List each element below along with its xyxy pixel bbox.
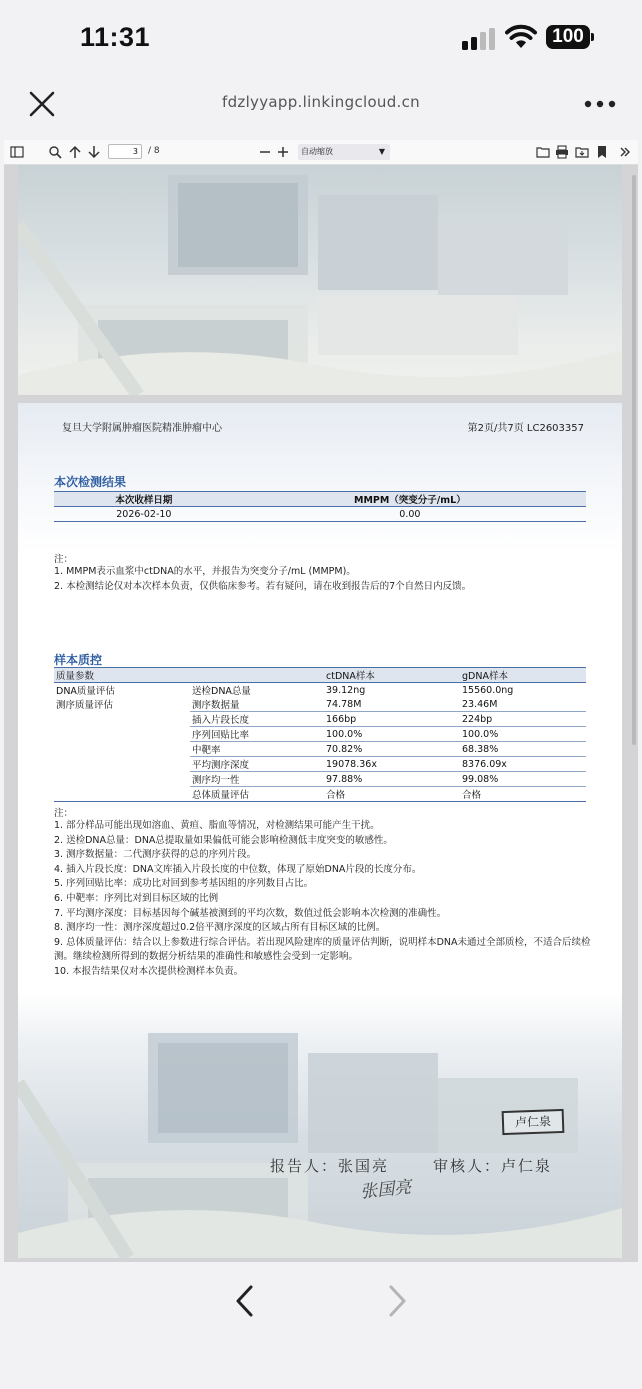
- table-cell: [54, 712, 190, 727]
- table-cell: 74.78M: [324, 697, 460, 712]
- hospital-illustration-top: [18, 165, 622, 395]
- qc-section-title: 样本质控: [54, 653, 103, 667]
- note-item: 3. 测序数据量：二代测序获得的总的序列片段。: [54, 849, 257, 861]
- forward-arrow-icon[interactable]: [384, 1284, 410, 1318]
- table-cell: 100.0%: [460, 727, 586, 742]
- note-item: 7. 平均测序深度：目标基因每个碱基被测到的平均次数，数值过低会影响本次检测的准确性。: [54, 907, 447, 919]
- result-section-title: 本次检测结果: [54, 475, 127, 489]
- column-header: MMPM（突变分子/mL）: [234, 492, 586, 507]
- next-page-icon[interactable]: [87, 145, 101, 159]
- browser-url-bar: [0, 70, 642, 136]
- note-item: 6. 中靶率：序列比对到目标区域的比例: [54, 892, 219, 904]
- notes-heading: 注：: [54, 554, 74, 565]
- previous-page-icon[interactable]: [68, 145, 82, 159]
- table-cell: 测序质量评估: [56, 700, 114, 712]
- qc-table-header: [54, 668, 586, 683]
- reviewer-signature-stamp: 卢仁泉: [502, 1109, 565, 1135]
- column-header: gDNA样本: [460, 668, 586, 683]
- table-cell: [54, 772, 190, 787]
- back-arrow-icon[interactable]: [232, 1284, 258, 1318]
- page-number-input[interactable]: 3: [108, 144, 142, 159]
- report-header-institution: 复旦大学附属肿瘤医院精准肿瘤中心: [62, 423, 222, 434]
- result-table-header: [54, 492, 586, 507]
- zoom-in-icon[interactable]: [276, 145, 290, 159]
- open-file-icon[interactable]: [536, 145, 550, 159]
- table-cell: 序列回贴比率: [190, 727, 324, 742]
- table-cell: 23.46M: [460, 697, 586, 712]
- status-time: 11:31: [80, 22, 151, 52]
- more-options-icon[interactable]: [584, 100, 616, 108]
- note-item: 10. 本报告结果仅对本次提供检测样本负责。: [54, 965, 244, 977]
- previous-page-bottom: [18, 165, 622, 395]
- table-cell: 100.0%: [324, 727, 460, 742]
- column-header: 质量参数: [54, 668, 190, 683]
- cellular-signal-icon: [462, 28, 496, 50]
- table-cell: 2026-02-10: [54, 507, 234, 522]
- note-item: 4. 插入片段长度：DNA文库插入片段长度的中位数，体现了原始DNA片段的长度分布。: [54, 863, 422, 875]
- chevron-down-icon: ▼: [378, 147, 385, 156]
- status-bar: [0, 0, 642, 70]
- table-cell: 插入片段长度: [190, 712, 324, 727]
- reporter-signature-label: 报告人：张国亮: [270, 1157, 390, 1175]
- table-cell: 19078.36x: [324, 757, 460, 772]
- reporter-handwritten-signature: 张国亮: [359, 1177, 413, 1203]
- note-item: 8. 测序均一性：测序深度超过0.2倍平测序深度的区域占所有目标区域的比例。: [54, 922, 386, 934]
- report-header-page-info: 第2页/共7页 LC2603357: [467, 423, 584, 434]
- zoom-out-icon[interactable]: [258, 145, 272, 159]
- qc-table: [54, 667, 586, 802]
- notes-list: [54, 565, 594, 594]
- table-cell: 97.88%: [324, 772, 460, 787]
- column-header: [190, 668, 324, 683]
- table-cell: 测序均一性: [190, 772, 324, 787]
- table-cell: DNA质量评估: [56, 686, 115, 697]
- qc-notes-list: [54, 819, 594, 980]
- note-item: 1. MMPM表示血浆中ctDNA的水平，并报告为突变分子/mL (MMPM)。: [54, 566, 356, 577]
- table-cell: [54, 742, 190, 757]
- zoom-value: 自动缩放: [301, 147, 333, 156]
- table-cell: [54, 787, 190, 802]
- table-cell: 39.12ng: [326, 684, 366, 696]
- sidebar-toggle-icon[interactable]: [10, 145, 24, 159]
- table-cell: 送检DNA总量: [192, 686, 251, 697]
- table-cell: 166bp: [324, 712, 460, 727]
- table-row: [54, 727, 586, 742]
- note-item: 9. 总体质量评估：结合以上参数进行综合评估。若出现风险建库的质量评估判断，说明样本DNA未通过全部质检，不适合后续检测。继续检测所得到的数据分析结果的准确性和敏感性会受到一定影响。: [54, 936, 591, 963]
- table-row: [54, 683, 586, 698]
- table-row: [54, 787, 586, 802]
- table-row: [54, 507, 586, 522]
- table-cell: 总体质量评估: [190, 787, 324, 802]
- battery-indicator: 100: [546, 25, 590, 49]
- wifi-icon: [505, 24, 537, 50]
- table-row: [54, 757, 586, 772]
- table-cell: 中靶率: [190, 742, 324, 757]
- table-cell: 15560.0ng: [462, 684, 514, 696]
- note-item: 5. 序列回贴比率：成功比对回到参考基因组的序列数目占比。: [54, 878, 314, 890]
- note-item: 1. 部分样品可能出现如溶血、黄疸、脂血等情况，对检测结果可能产生干扰。: [54, 820, 380, 831]
- page-total: / 8: [148, 146, 160, 156]
- reviewer-signature-label: 审核人：卢仁泉: [433, 1157, 553, 1175]
- bookmark-icon[interactable]: [595, 145, 609, 159]
- table-cell: 测序数据量: [190, 697, 324, 712]
- search-icon[interactable]: [48, 145, 62, 159]
- table-cell: 224bp: [460, 712, 586, 727]
- table-cell: 合格: [324, 787, 460, 802]
- table-cell: 合格: [460, 787, 586, 802]
- url-text[interactable]: fdzlyyapp.linkingcloud.cn: [222, 93, 420, 111]
- note-item: 2. 本检测结论仅对本次样本负责，仅供临床参考。若有疑问，请在收到报告后的7个自然日内反馈。: [54, 580, 472, 592]
- tools-menu-icon[interactable]: [618, 145, 632, 159]
- table-cell: [54, 727, 190, 742]
- table-cell: [54, 757, 190, 772]
- column-header: 本次收样日期: [54, 492, 234, 507]
- pdf-toolbar: [4, 140, 638, 165]
- table-cell: 0.00: [234, 507, 586, 522]
- download-icon[interactable]: [575, 145, 589, 159]
- table-cell: 70.82%: [324, 742, 460, 757]
- zoom-select[interactable]: [298, 144, 390, 160]
- table-cell: 平均测序深度: [190, 757, 324, 772]
- pdf-viewport[interactable]: [4, 165, 638, 1262]
- bottom-navigation: [0, 1262, 642, 1389]
- note-item: 2. 送检DNA总量：DNA总提取量如果偏低可能会影响检测低丰度突变的敏感性。: [54, 834, 393, 846]
- table-row: [54, 742, 586, 757]
- print-icon[interactable]: [555, 145, 569, 159]
- battery-tip: [591, 33, 594, 41]
- result-table: [54, 491, 586, 522]
- table-row: [54, 772, 586, 787]
- table-row: [54, 697, 586, 712]
- table-row: [54, 712, 586, 727]
- table-cell: 99.08%: [460, 772, 586, 787]
- table-cell: 8376.09x: [460, 757, 586, 772]
- column-header: ctDNA样本: [324, 668, 460, 683]
- qc-notes-heading: 注：: [54, 808, 74, 819]
- table-cell: 68.38%: [460, 742, 586, 757]
- scrollbar-thumb[interactable]: [632, 175, 636, 745]
